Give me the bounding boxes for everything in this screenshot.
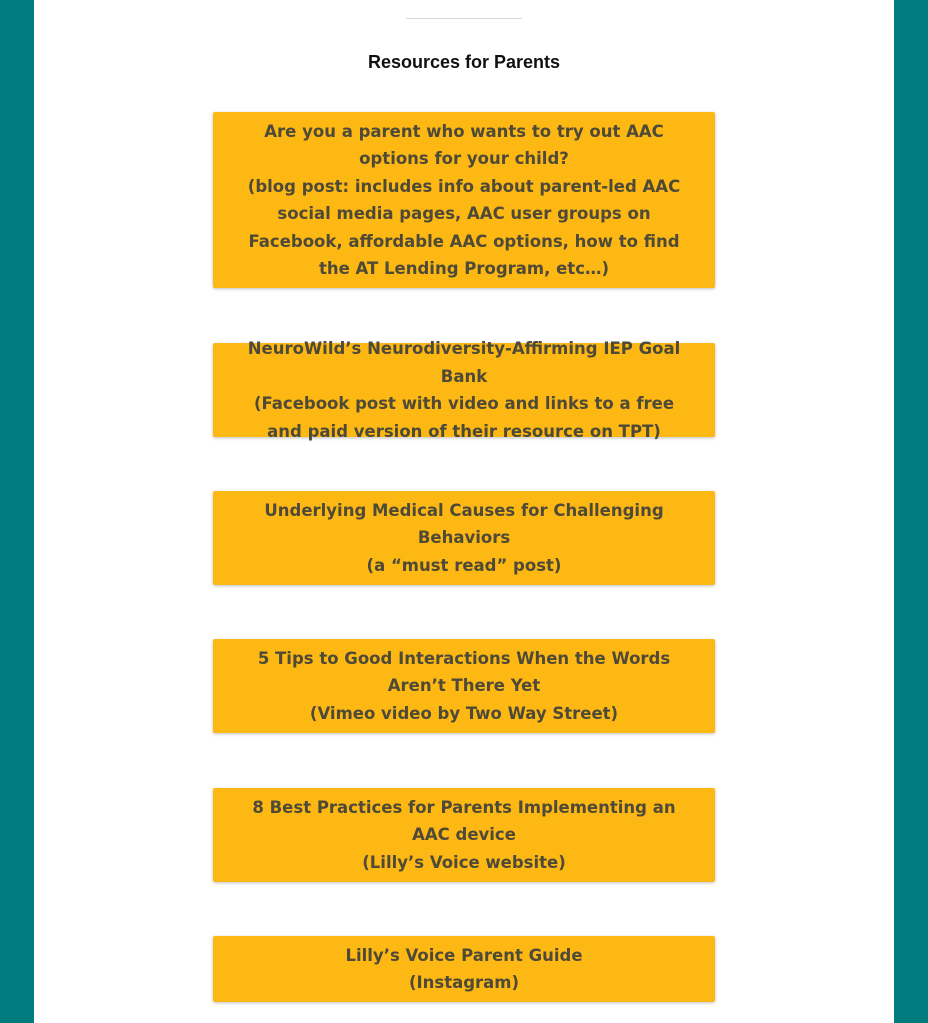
resource-title: Underlying Medical Causes for Challenging Behaviors bbox=[264, 500, 664, 548]
resource-button-iep-goal-bank[interactable] bbox=[213, 339, 715, 441]
resource-subtitle: (a “must read” post) bbox=[366, 555, 562, 575]
resource-title: 8 Best Practices for Parents Implementing an AAC device bbox=[252, 797, 676, 845]
resource-button-aac-options[interactable] bbox=[213, 112, 715, 288]
content-page bbox=[34, 0, 894, 1023]
resource-title: NeuroWild’s Neurodiversity-Affirming IEP Goal Bank bbox=[247, 339, 681, 386]
divider bbox=[406, 18, 522, 19]
resource-button-medical-causes[interactable] bbox=[213, 491, 715, 585]
resource-subtitle: (Lilly’s Voice website) bbox=[362, 852, 566, 872]
resource-button-five-tips[interactable] bbox=[213, 639, 715, 733]
resource-title: 5 Tips to Good Interactions When the Words Aren’t There Yet bbox=[257, 648, 671, 696]
resource-subtitle: (Instagram) bbox=[408, 973, 520, 992]
resource-subtitle: (blog post: includes info about parent-led AAC social media pages, AAC user groups on Facebook, affordable AAC options, how to find the AT Lending Program, etc…) bbox=[247, 176, 681, 278]
resource-button-best-practices[interactable] bbox=[213, 788, 715, 882]
resource-title: Are you a parent who wants to try out AAC options for your child? bbox=[264, 121, 664, 168]
resource-button-parent-guide[interactable] bbox=[213, 936, 715, 1002]
section-heading: Resources for Parents bbox=[367, 52, 561, 72]
resource-title: Lilly’s Voice Parent Guide bbox=[345, 945, 583, 965]
resource-subtitle: (Vimeo video by Two Way Street) bbox=[309, 703, 619, 723]
resource-subtitle: (Facebook post with video and links to a free and paid version of their resource on TPT) bbox=[253, 394, 675, 441]
